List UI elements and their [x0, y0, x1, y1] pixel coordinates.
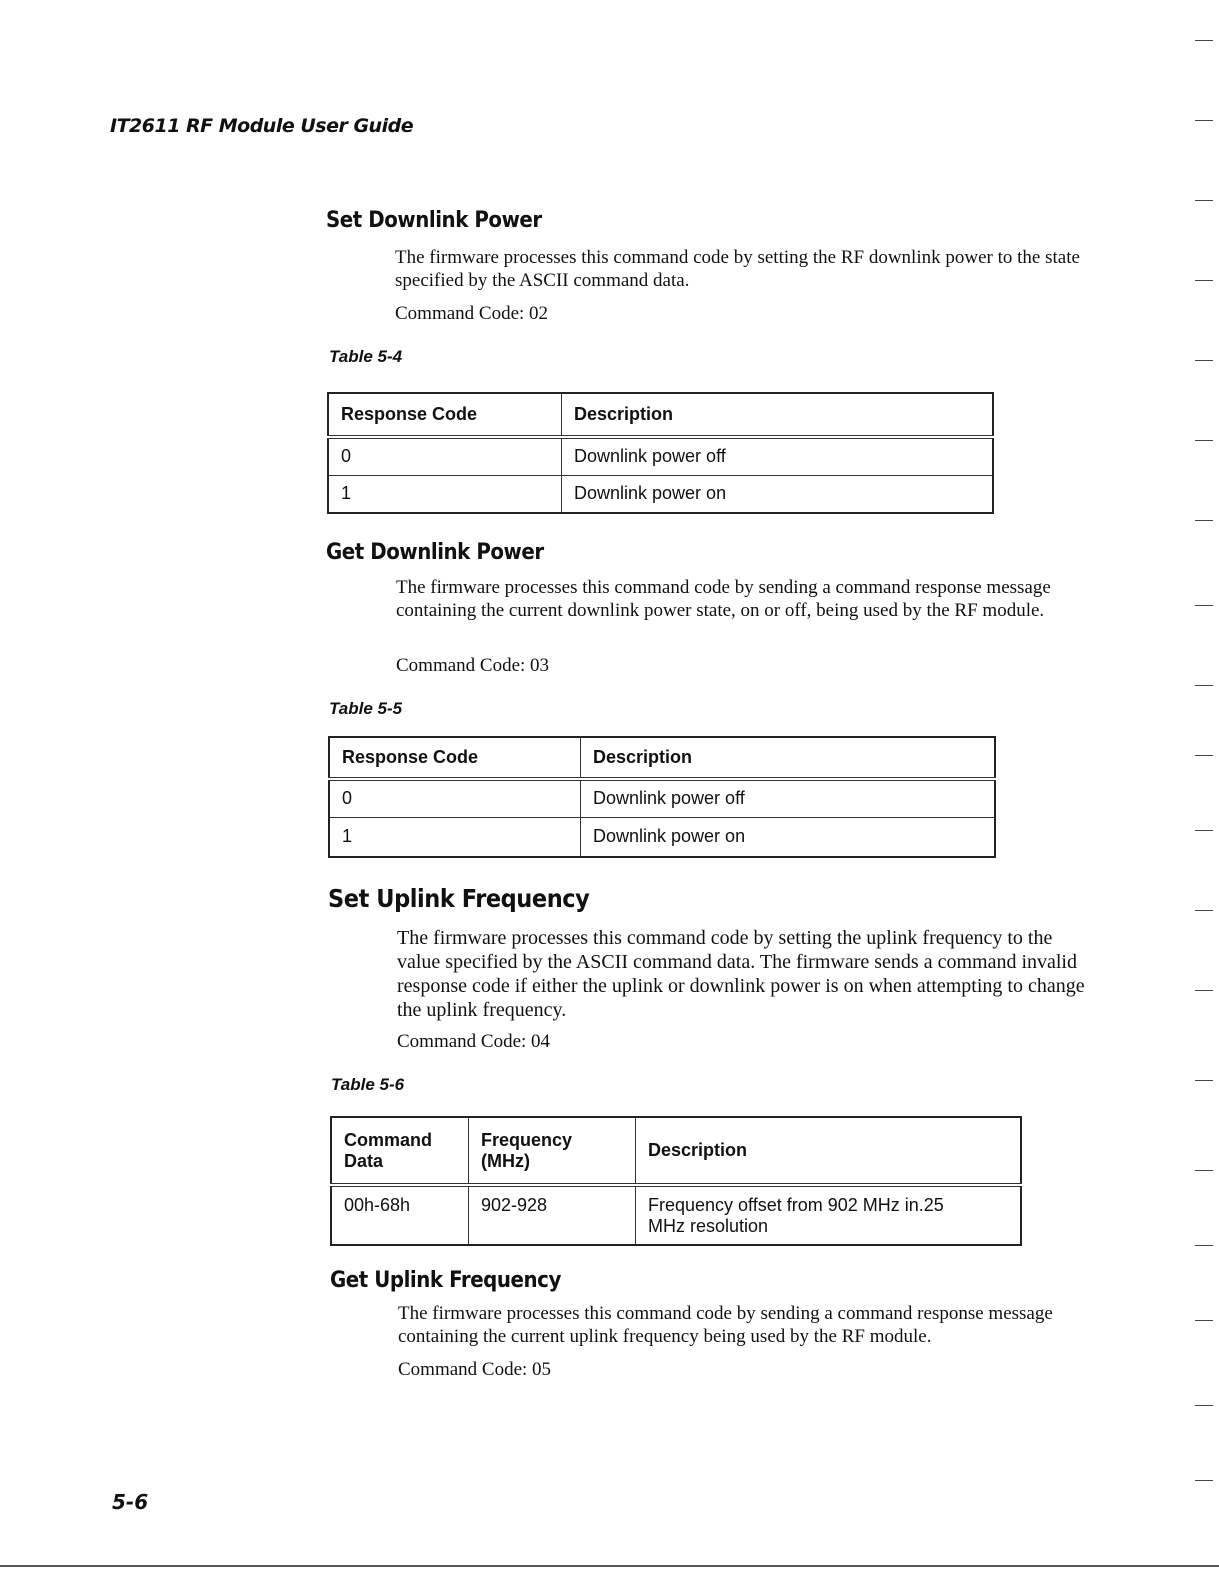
cell-description: Frequency offset from 902 MHz in.25 MHz resolution: [636, 1185, 1022, 1245]
table-5-5: [328, 736, 996, 858]
header-command-data: Command Data: [331, 1117, 469, 1185]
section-title-set-downlink-power: Set Downlink Power: [326, 208, 542, 233]
command-code-03: Command Code: 03: [396, 655, 550, 676]
scan-edge-marks: [1177, 30, 1213, 1550]
section-body-set-uplink-frequency: The firmware processes this command code by setting the uplink frequency to the value specified by the ASCII command data. The firmware sends a command invalid response code if either the uplink or downlink power is on when attempting to change the uplink frequency.: [397, 927, 1085, 1021]
cell-command-data: 00h-68h: [331, 1185, 469, 1245]
section-title-set-uplink-frequency: Set Uplink Frequency: [328, 884, 590, 913]
running-header: IT2611 RF Module User Guide: [110, 115, 414, 137]
header-description: Description: [562, 393, 994, 437]
command-code-02: Command Code: 02: [395, 303, 549, 324]
table-5-4: [327, 392, 994, 514]
table-row: [328, 437, 993, 475]
table-5-6: [330, 1116, 1022, 1246]
table-row: [329, 817, 995, 857]
cell-response-code: 1: [329, 817, 581, 857]
header-description: Description: [636, 1117, 1022, 1185]
table-header-row: [329, 737, 995, 779]
section-title-get-uplink-frequency: Get Uplink Frequency: [330, 1268, 561, 1293]
section-body-get-downlink-power: The firmware processes this command code by sending a command response message containing the current downlink power state, on or off, being used by the RF module.: [396, 577, 1051, 621]
header-frequency-mhz: Frequency (MHz): [469, 1117, 636, 1185]
table-caption-5-6: Table 5-6: [331, 1075, 405, 1094]
cell-description: Downlink power off: [581, 779, 996, 817]
cell-response-code: 0: [329, 779, 581, 817]
header-response-code: Response Code: [329, 737, 581, 779]
section-body-get-uplink-frequency: The firmware processes this command code by sending a command response message containing the current uplink frequency being used by the RF module.: [398, 1303, 1053, 1347]
cell-description: Downlink power off: [562, 437, 994, 475]
section-body-set-downlink-power: The firmware processes this command code by setting the RF downlink power to the state specified by the ASCII command data.: [395, 247, 1080, 291]
table-caption-5-4: Table 5-4: [329, 347, 403, 366]
table-row: [331, 1185, 1021, 1245]
command-code-04: Command Code: 04: [397, 1031, 551, 1052]
cell-response-code: 1: [328, 475, 562, 513]
header-response-code: Response Code: [328, 393, 562, 437]
section-title-get-downlink-power: Get Downlink Power: [326, 540, 544, 565]
cell-response-code: 0: [328, 437, 562, 475]
table-row: [329, 779, 995, 817]
cell-description: Downlink power on: [581, 817, 996, 857]
header-description: Description: [581, 737, 996, 779]
table-header-row: [328, 393, 993, 437]
cell-description: Downlink power on: [562, 475, 994, 513]
table-header-row: [331, 1117, 1021, 1185]
table-row: [328, 475, 993, 513]
command-code-05: Command Code: 05: [398, 1359, 552, 1380]
table-caption-5-5: Table 5-5: [329, 699, 403, 718]
cell-frequency: 902-928: [469, 1185, 636, 1245]
page-number: 5-6: [112, 1490, 149, 1514]
scan-bottom-edge: [0, 1565, 1219, 1567]
